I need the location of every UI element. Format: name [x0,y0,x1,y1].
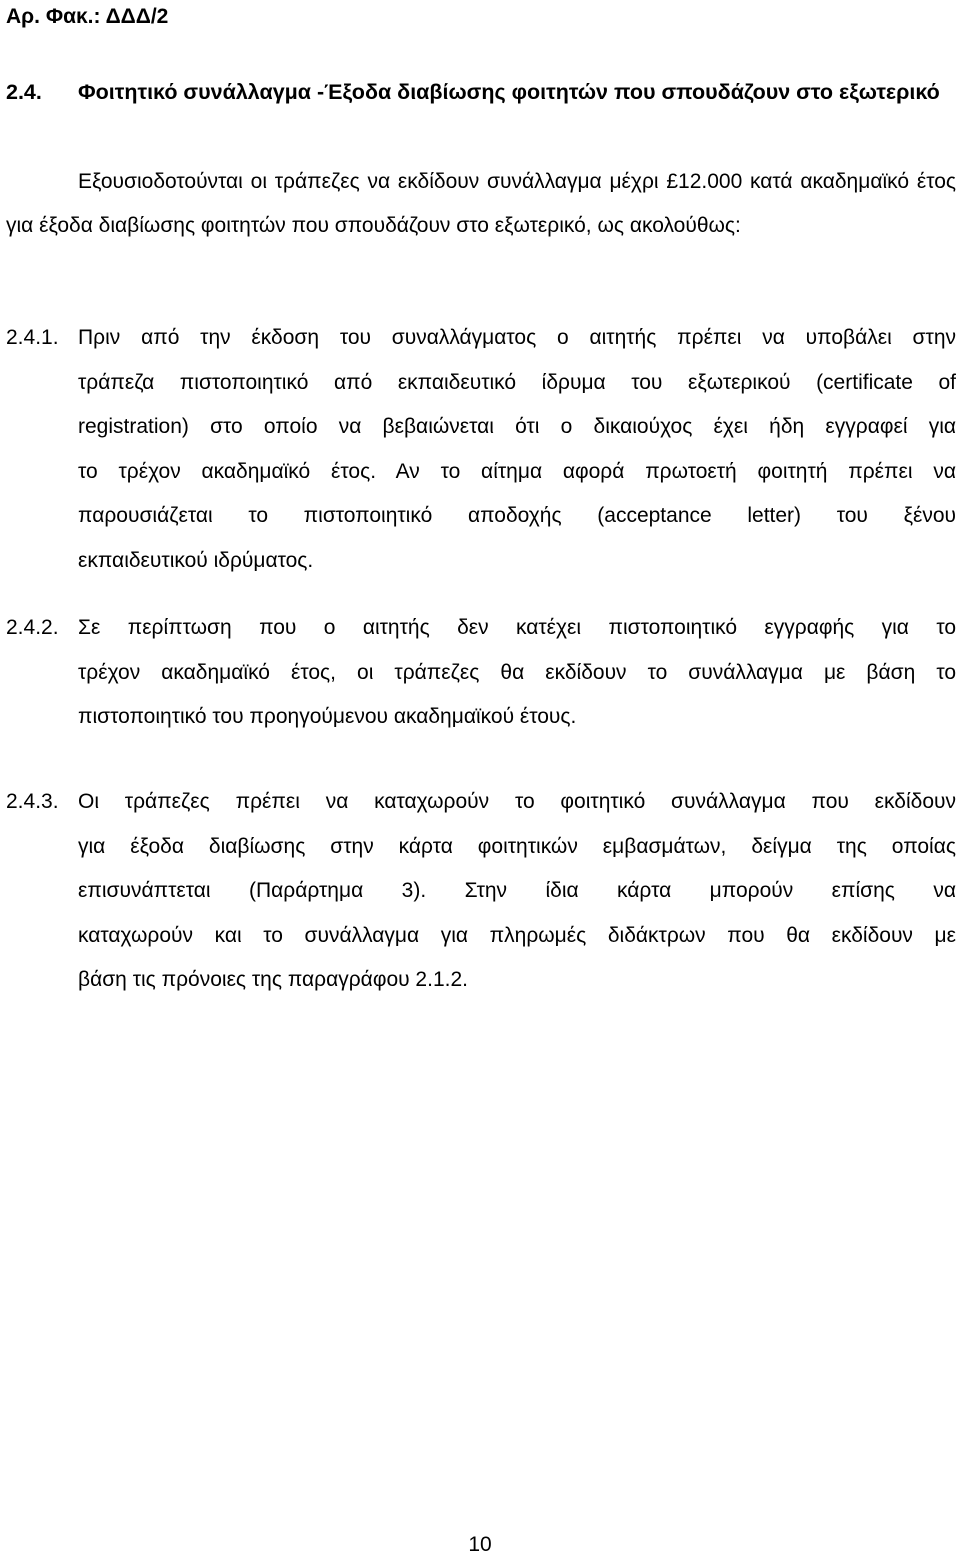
item-line: Πριν από την έκδοση του συναλλάγματος ο αιτητής πρέπει να υποβάλει στην [78,326,956,349]
item-number: 2.4.2. [6,616,59,639]
item-line: παρουσιάζεται το πιστοποιητικό αποδοχής (acceptance letter) του ξένου [78,504,956,527]
item-line: τράπεζα πιστοποιητικό από εκπαιδευτικό ίδρυμα του εξωτερικού (certificate of [78,370,956,394]
item-line: βάση τις πρόνοιες της παραγράφου 2.1.2. [78,968,468,991]
item-2-4-2 [6,606,956,740]
item-line: επισυνάπτεται (Παράρτημα 3). Στην ίδια κάρτα μπορούν επίσης να [78,879,956,902]
item-line: τρέχον ακαδημαϊκό έτος, οι τράπεζες θα εκδίδουν το συνάλλαγμα με βάση το [78,660,956,684]
item-2-4-1 [6,316,956,583]
section-number: 2.4. [6,80,42,104]
intro-paragraph: Εξουσιοδοτούνται οι τράπεζες να εκδίδουν συνάλλαγμα μέχρι £12.000 κατά ακαδημαϊκό έτος για έξοδα διαβίωσης φοιτητών που σπουδάζουν στο εξωτερικό, ως ακολούθως: [6,170,956,237]
page-number: 10 [468,1533,492,1556]
section-heading [6,77,956,107]
section-title: Φοιτητικό συνάλλαγμα -Έξοδα διαβίωσης φοιτητών που σπουδάζουν στο εξωτερικό [78,80,940,104]
item-2-4-3 [6,780,956,1003]
item-line: Οι τράπεζες πρέπει να καταχωρούν το φοιτητικό συνάλλαγμα που εκδίδουν [78,790,956,813]
item-line: registration) στο οποίο να βεβαιώνεται ότι ο δικαιούχος έχει ήδη εγγραφεί για [78,415,956,438]
item-line: Σε περίπτωση που ο αιτητής δεν κατέχει πιστοποιητικό εγγραφής για το [78,616,956,639]
item-text [78,316,956,583]
item-text [78,780,956,1003]
item-number: 2.4.1. [6,326,59,349]
item-number: 2.4.3. [6,790,59,813]
file-reference: Αρ. Φακ.: ΔΔΔ/2 [6,5,169,28]
item-text [78,606,956,740]
item-line: καταχωρούν και το συνάλλαγμα για πληρωμές διδάκτρων που θα εκδίδουν με [78,923,956,947]
item-line: το τρέχον ακαδημαϊκό έτος. Αν το αίτημα αφορά πρωτοετή φοιτητή πρέπει να [78,459,956,483]
item-line: για έξοδα διαβίωσης στην κάρτα φοιτητικών εμβασμάτων, δείγμα της οποίας [78,834,956,858]
item-line: εκπαιδευτικού ιδρύματος. [78,548,314,572]
item-line: πιστοποιητικό του προηγούμενου ακαδημαϊκού έτους. [78,705,577,728]
